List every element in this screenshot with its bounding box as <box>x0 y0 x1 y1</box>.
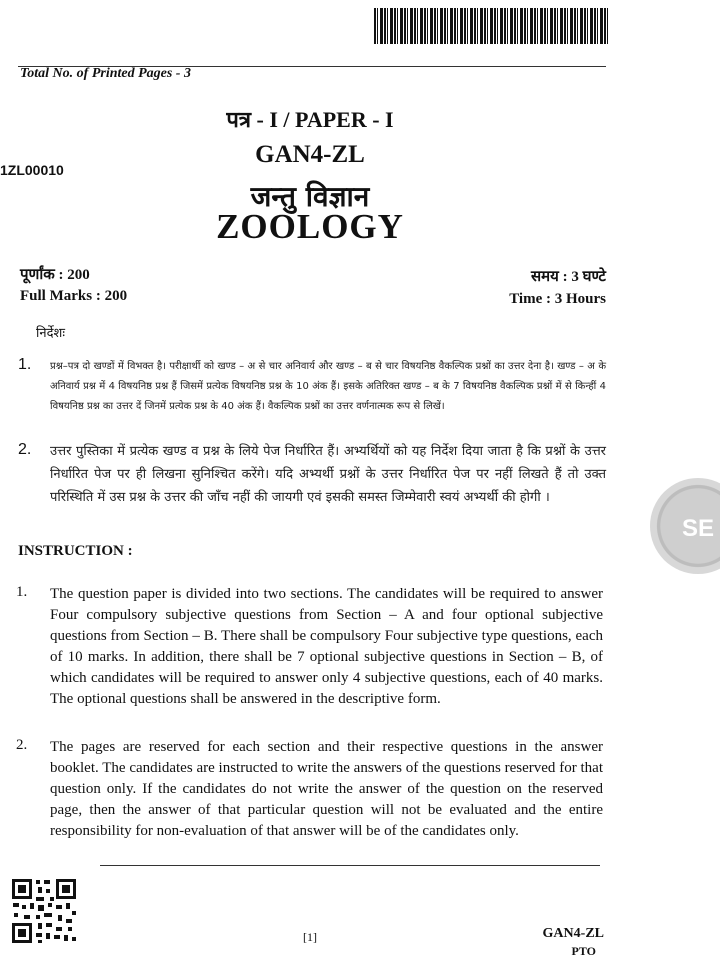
time-hindi: समय : 3 घण्टे <box>531 269 606 285</box>
hindi-item-text: प्रश्न–पत्र दो खण्डों में विभक्त है। परीक्षार्थी को खण्ड – अ से चार अनिवार्य और खण्ड – ब से चार विषयनिष्ठ वैकल्पिक प्रश्नों का उत्तर देना है। खण्ड – अ के अनिवार्य प्रश्न में 4 विषयनिष्ठ प्रश्न हैं जिसमें प्रत्येक विषयनिष्ठ प्रश्न के 10 अंक हैं। इसके अतिरिक्त खण्ड – ब के 7 विषयनिष्ठ वैकल्पिक प्रश्नों में से किन्हीं 4 विषयनिष्ठ प्रश्न का उत्तर दें जिनमें प्रत्येक प्रश्न के 40 अंक हैं। वैकल्पिक प्रश्नों का उत्तर वर्णनात्मक रूप से लिखें। <box>50 361 606 412</box>
seal-text: SE <box>682 515 715 542</box>
subject-hindi: जन्तु विज्ञान <box>250 180 370 213</box>
page-number: [1] <box>303 930 317 944</box>
bottom-divider <box>100 865 600 866</box>
roll-code: 1ZL00010 <box>0 162 64 178</box>
hindi-item-text: उत्तर पुस्तिका में प्रत्येक खण्ड व प्रश्न के लिये पेज निर्धारित हैं। अभ्यर्थियों को यह निर्देश दिया जाता है कि प्रश्नों के उत्तर निर्धारित पेज पर ही लिखना सुनिश्चित करेंगे। यदि अभ्यर्थी प्रश्नों के उत्तर निर्धारित पेज पर नहीं लिखते हैं तो उक्त परिस्थिति में उस प्रश्न के उत्तर की जाँच नहीं की जायगी एवं इसकी समस्त जिम्मेवारी स्वयं अभ्यर्थी की होगी । <box>50 444 607 505</box>
qr-code-icon <box>10 877 78 945</box>
footer-exam-code: GAN4-ZL <box>542 926 604 941</box>
english-item-number: 2. <box>16 737 28 753</box>
printed-pages-note: Total No. of Printed Pages - 3 <box>20 66 191 81</box>
full-marks-english: Full Marks : 200 <box>20 288 128 304</box>
hindi-item-number: 2. <box>18 441 32 458</box>
subject-english: ZOOLOGY <box>216 207 404 246</box>
instruction-heading: INSTRUCTION : <box>18 543 133 559</box>
barcode <box>374 8 610 44</box>
exam-code-title: GAN4-ZL <box>255 141 365 168</box>
english-item-text: The pages are reserved for each section and their respective questions in the answer booklet. The candidates are instructed to write the answers of the questions reserved for that question only. If the candidates do not write the answer of the question on the reserved page, then the answer of that particular question will not be evaluated and the entire responsibility for non-evaluation of that answer will be of the candidates only. <box>50 739 603 839</box>
paper-title: पत्र - I / PAPER - I <box>226 107 394 132</box>
hindi-instruction-heading: निर्देशः <box>36 326 65 341</box>
hindi-item-number: 1. <box>18 356 32 373</box>
full-marks-hindi: पूर्णांक : 200 <box>20 267 90 283</box>
time-english: Time : 3 Hours <box>509 291 606 307</box>
english-item-number: 1. <box>16 584 28 600</box>
please-turn-over: PTO <box>571 944 596 958</box>
english-item-text: The question paper is divided into two sections. The candidates will be required to answer Four compulsory subjective questions from Section – A and four optional subjective questions from Section – B. There shall be compulsory Four subjective type questions, each of 10 marks. In addition, there shall be 7 optional subjective questions in Section – B, of which candidates will be required to answer only 4 subjective questions, each of 40 marks. The optional questions shall be answered in the descriptive form. <box>50 586 603 707</box>
